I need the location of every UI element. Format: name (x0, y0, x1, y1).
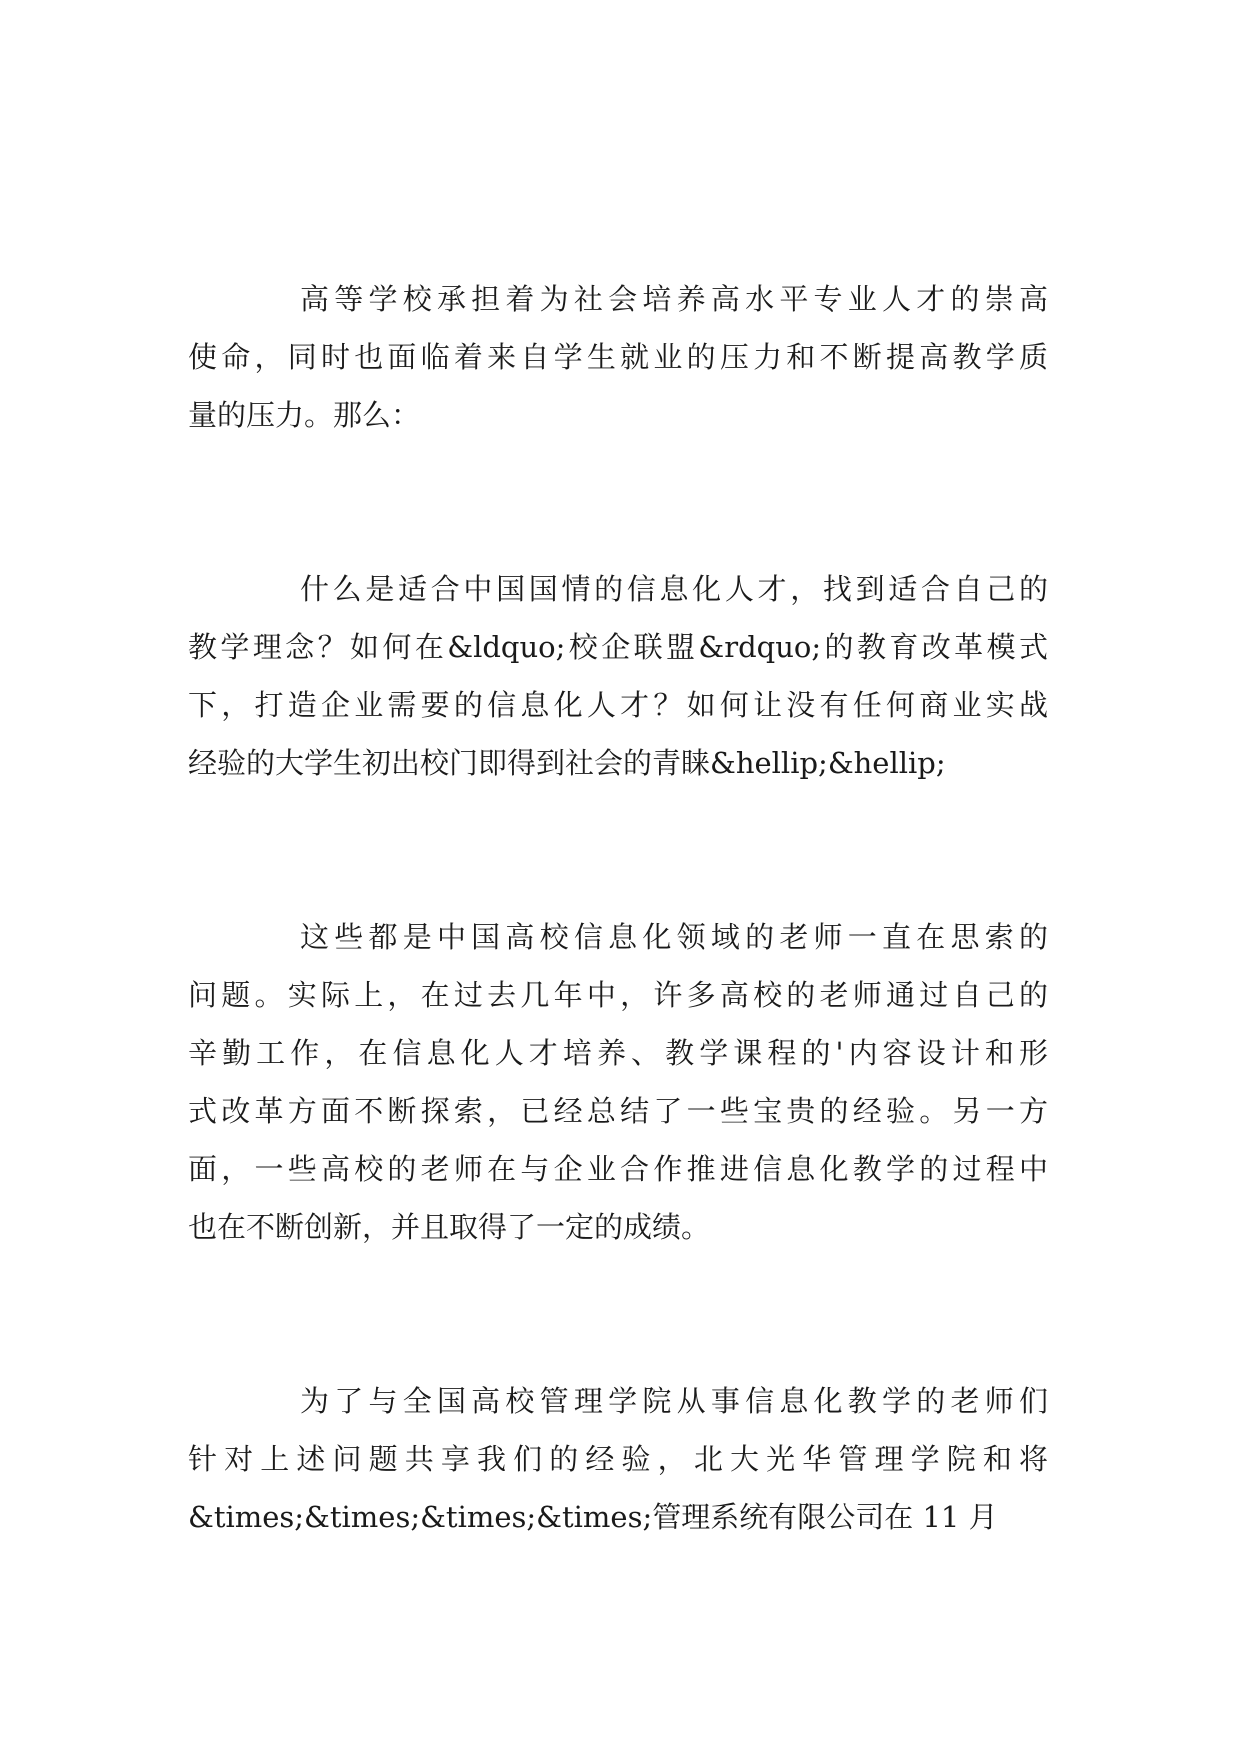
paragraph-line: 这些都是中国高校信息化领域的老师一直在思索的 (300, 920, 1048, 954)
paragraph-line: 使命，同时也面临着来自学生就业的压力和不断提高教学质 (188, 340, 1048, 374)
paragraph-line: 辛勤工作，在信息化人才培养、教学课程的'内容设计和形 (188, 1036, 1048, 1070)
paragraph-line: 为了与全国高校管理学院从事信息化教学的老师们 (300, 1384, 1048, 1418)
paragraph-line: 教学理念？如何在&ldquo;校企联盟&rdquo;的教育改革模式 (188, 630, 1048, 664)
paragraph-line: 式改革方面不断探索，已经总结了一些宝贵的经验。另一方 (188, 1094, 1048, 1128)
paragraph-2 (188, 560, 1048, 792)
paragraph-line: 下，打造企业需要的信息化人才？如何让没有任何商业实战 (188, 688, 1048, 722)
paragraph-line: 经验的大学生初出校门即得到社会的青睐&hellip;&hellip; (188, 746, 946, 780)
paragraph-line: 也在不断创新，并且取得了一定的成绩。 (188, 1210, 711, 1244)
paragraph-line: 面，一些高校的老师在与企业合作推进信息化教学的过程中 (188, 1152, 1048, 1186)
paragraph-line: 量的压力。那么： (188, 398, 421, 432)
paragraph-4 (188, 1372, 1048, 1546)
paragraph-line: &times;&times;&times;&times;管理系统有限公司在 11 月 (188, 1500, 998, 1534)
paragraph-3 (188, 908, 1048, 1256)
paragraph-line: 针对上述问题共享我们的经验，北大光华管理学院和将 (188, 1442, 1048, 1476)
paragraph-line: 高等学校承担着为社会培养高水平专业人才的崇高 (300, 282, 1048, 316)
paragraph-line: 什么是适合中国国情的信息化人才，找到适合自己的 (300, 572, 1048, 606)
paragraph-1 (188, 270, 1048, 444)
paragraph-line: 问题。实际上，在过去几年中，许多高校的老师通过自己的 (188, 978, 1048, 1012)
